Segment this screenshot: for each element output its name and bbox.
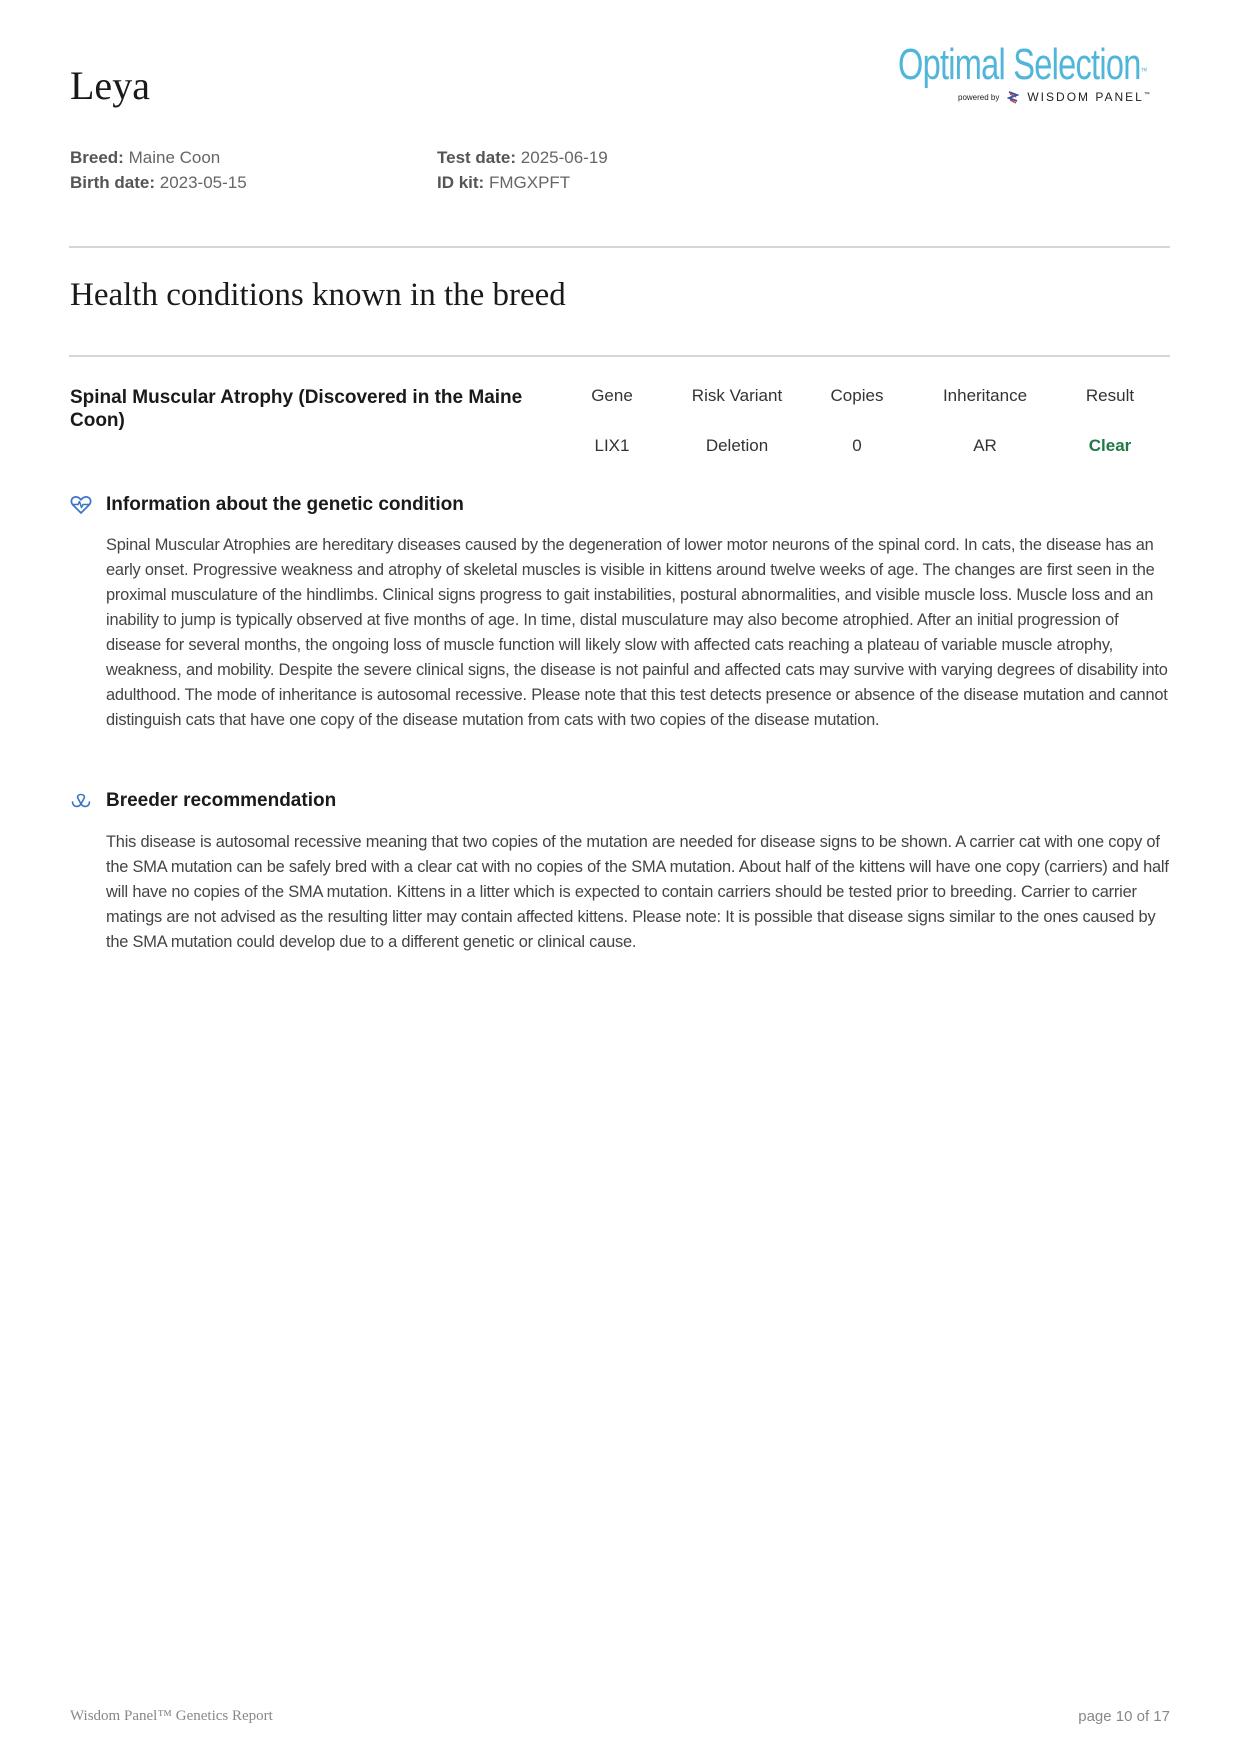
divider — [69, 355, 1170, 357]
inheritance-value: AR — [973, 436, 997, 455]
test-date-label: Test date: — [437, 148, 517, 167]
copies-column — [807, 386, 907, 466]
kit-id-row — [437, 170, 608, 195]
condition-name: Spinal Muscular Atrophy (Discovered in the Maine Coon) — [70, 387, 523, 431]
birth-date-value: 2023-05-15 — [159, 173, 247, 192]
powered-by-text: powered by — [958, 92, 1000, 102]
logo-wordmark — [898, 40, 1147, 90]
pet-name: Leya — [70, 63, 150, 108]
pet-meta-right — [437, 145, 608, 195]
info-heading-label: Information about the genetic condition — [106, 494, 464, 515]
result-column — [1060, 386, 1160, 466]
birth-date-row — [70, 170, 247, 195]
risk-variant-header: Risk Variant — [691, 386, 783, 405]
inheritance-column — [925, 386, 1045, 466]
breed-value: Maine Coon — [128, 148, 221, 167]
info-text: Spinal Muscular Atrophies are hereditary diseases caused by the degeneration of lower motor neurons of the spinal cord. In cats, the disease has an early onset. Progressive weakness and atrophy of skeletal muscles is visible in kittens around twelve weeks of age. The changes are first seen in the proximal musculature of the hindlimbs. Clinical signs progress to gait instabilities, postural abnormalities, and visible muscle loss. Muscle loss and an inability to jump is typically observed at five months of age. In time, distal musculature may also become atrophied. After an initial progression of disease for several months, the ongoing loss of muscle function will likely slow with affected cats reaching a plateau of variable muscle atrophy, weakness, and mobility. Despite the severe clinical signs, the disease is not painful and affected cats may survive with varying degrees of disability into adulthood. The mode of inheritance is autosomal recessive. Please note that this test detects presence or absence of the disease mutation and cannot distinguish cats that have one copy of the disease mutation from cats with two copies of the disease mutation. — [106, 536, 1168, 729]
logo-tm: ™ — [1140, 66, 1147, 76]
breeder-text: This disease is autosomal recessive meaning that two copies of the mutation are needed for disease signs to be shown. A carrier cat with one copy of the SMA mutation can be safely bred with a clear cat with no copies of the SMA mutation. About half of the kittens will have one copy (carriers) and half will have no copies of the SMA mutation. Kittens in a litter which is expected to contain carriers should be tested prior to breeding. Carrier to carrier matings are not advised as the resulting litter may contain affected kittens. Please note: It is possible that disease signs similar to the ones caused by the SMA mutation could develop due to a different genetic or clinical cause. — [106, 833, 1169, 951]
pet-meta-left — [70, 145, 247, 195]
section-title: Health conditions known in the breed — [70, 277, 566, 313]
divider — [69, 246, 1170, 248]
risk-variant-column — [677, 386, 797, 466]
logo-powered-by — [958, 90, 1150, 104]
info-heading — [70, 494, 464, 516]
breed-row — [70, 145, 247, 170]
heart-pulse-icon — [70, 494, 92, 516]
breeding-icon — [70, 790, 92, 812]
footer-page-number: page 10 of 17 — [1078, 1708, 1170, 1725]
brand-tm: ™ — [1143, 92, 1150, 98]
result-badge: Clear — [1088, 436, 1132, 455]
test-date-value: 2025-06-19 — [520, 148, 608, 167]
logo-main-text: Optimal Selection — [898, 40, 1141, 89]
copies-value: 0 — [852, 436, 862, 455]
breeder-heading-label: Breeder recommendation — [106, 790, 337, 811]
inheritance-header: Inheritance — [942, 386, 1028, 405]
birth-date-label: Birth date: — [70, 173, 155, 192]
kit-id-value: FMGXPFT — [488, 173, 571, 192]
brand-text: WISDOM PANEL — [1027, 90, 1144, 104]
gene-header: Gene — [591, 386, 633, 405]
kit-id-label: ID kit: — [437, 173, 485, 192]
footer-report-title: Wisdom Panel™ Genetics Report — [70, 1708, 273, 1724]
gene-column — [562, 386, 662, 466]
copies-header: Copies — [830, 386, 884, 405]
breeder-heading — [70, 790, 336, 812]
result-header: Result — [1085, 386, 1135, 405]
risk-variant-value: Deletion — [705, 436, 769, 455]
wisdom-panel-brand — [1027, 90, 1149, 104]
wisdom-panel-icon — [1007, 91, 1019, 104]
gene-value: LIX1 — [594, 436, 630, 455]
breed-label: Breed: — [70, 148, 124, 167]
optimal-selection-logo — [898, 40, 1158, 110]
test-date-row — [437, 145, 608, 170]
